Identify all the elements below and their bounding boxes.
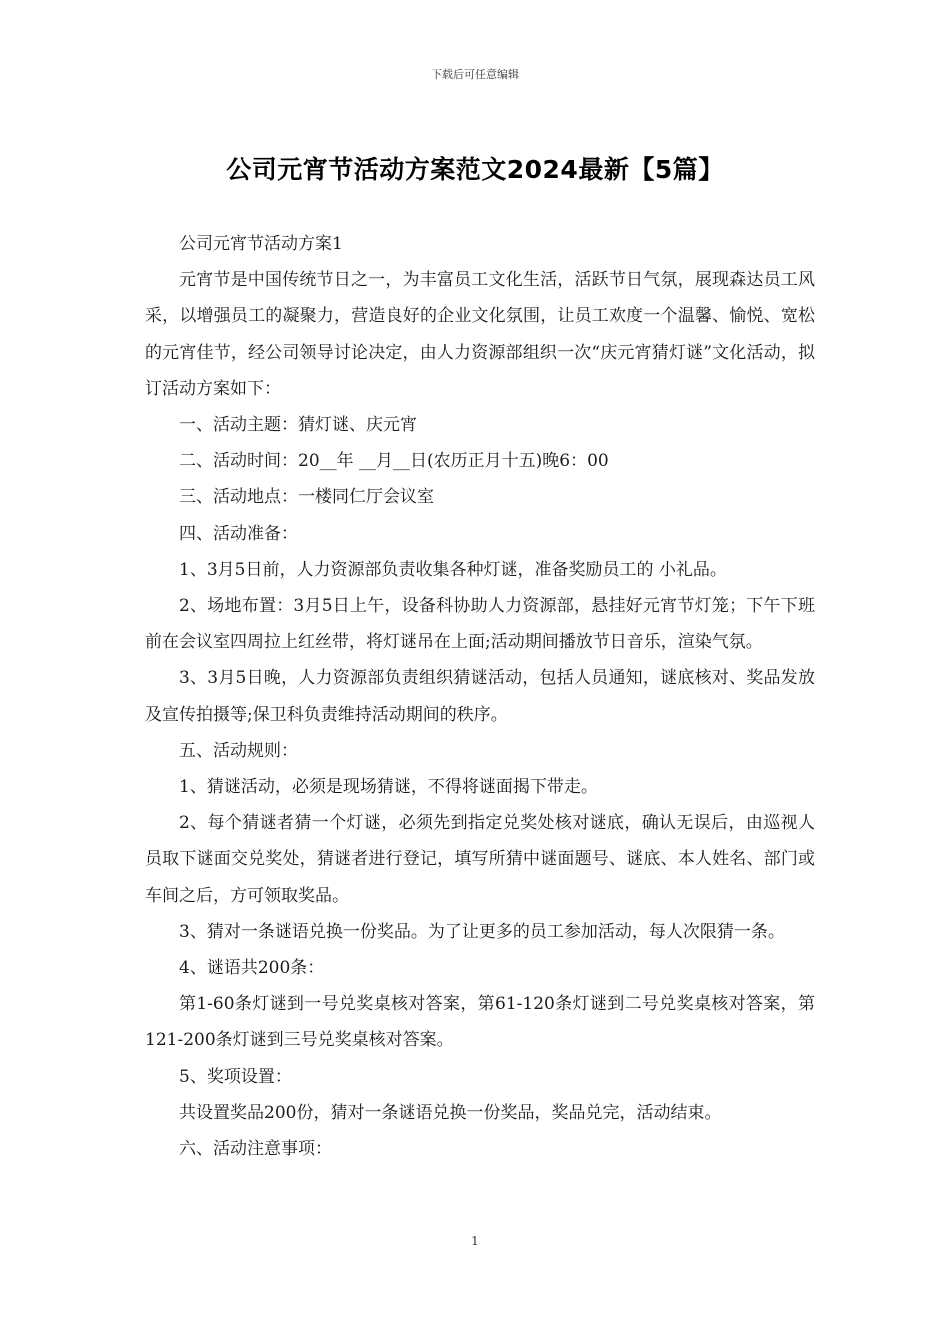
preparation-heading: 四、活动准备：	[179, 523, 298, 544]
preparation-item-2: 2、场地布置：3月5日上午，设备科协助人力资源部，悬挂好元宵节灯笼；下午下班前在会议室四周拉上红丝带，将灯谜吊在上面;活动期间播放节日音乐，渲染气氛。	[145, 596, 815, 653]
rule-item-5-detail: 共设置奖品200份，猜对一条谜语兑换一份奖品，奖品兑完，活动结束。	[179, 1102, 722, 1123]
page-header: 下载后可任意编辑	[431, 68, 519, 81]
activity-location: 三、活动地点：一楼同仁厅会议室	[179, 487, 434, 508]
rule-item-1: 1、猜谜活动，必须是现场猜谜，不得将谜面揭下带走。	[179, 777, 598, 798]
rule-item-2: 2、每个猜谜者猜一个灯谜，必须先到指定兑奖处核对谜底，确认无误后，由巡视人员取下谜面交兑奖处，猜谜者进行登记，填写所猜中谜面题号、谜底、本人姓名、部门或车间之后，方可领取奖品。	[145, 813, 815, 906]
document-body	[145, 226, 815, 1167]
rule-item-3: 3、猜对一条谜语兑换一份奖品。为了让更多的员工参加活动，每人次限猜一条。	[179, 921, 785, 942]
intro-paragraph: 元宵节是中国传统节日之一，为丰富员工文化生活，活跃节日气氛，展现森达员工风采，以增强员工的凝聚力，营造良好的企业文化氛围，让员工欢度一个温馨、愉悦、宽松的元宵佳节，经公司领导讨论决定，由人力资源部组织一次“庆元宵猜灯谜”文化活动，拟订活动方案如下：	[145, 270, 815, 399]
document-title: 公司元宵节活动方案范文2024最新【5篇】	[226, 155, 724, 184]
activity-time: 二、活动时间：20__年 __月__日(农历正月十五)晚6：00	[179, 451, 609, 472]
preparation-item-3: 3、3月5日晚，人力资源部负责组织猜谜活动，包括人员通知，谜底核对、奖品发放及宣传拍摄等;保卫科负责维持活动期间的秩序。	[145, 668, 815, 725]
rules-heading: 五、活动规则：	[179, 740, 298, 761]
rule-item-4-detail: 第1-60条灯谜到一号兑奖桌核对答案，第61-120条灯谜到二号兑奖桌核对答案，第121-200条灯谜到三号兑奖桌核对答案。	[145, 994, 815, 1051]
section-heading: 公司元宵节活动方案1	[179, 234, 343, 254]
preparation-item-1: 1、3月5日前，人力资源部负责收集各种灯谜，准备奖励员工的 小礼品。	[179, 559, 727, 580]
activity-theme: 一、活动主题：猜灯谜、庆元宵	[179, 415, 417, 436]
page-number: 1	[471, 1234, 479, 1248]
rule-item-4: 4、谜语共200条：	[179, 958, 325, 979]
notes-heading: 六、活动注意事项：	[179, 1139, 332, 1160]
rule-item-5: 5、奖项设置：	[179, 1066, 292, 1087]
